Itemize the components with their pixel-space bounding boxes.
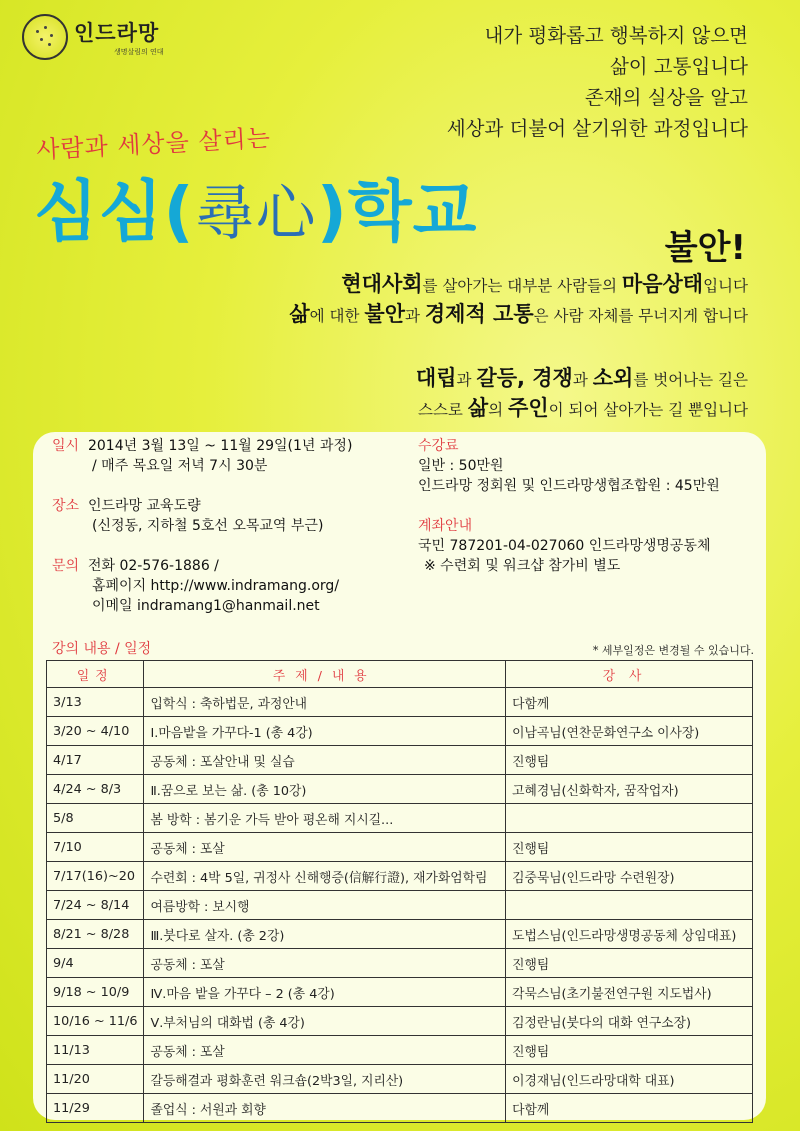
row-date: 7/17(16)~20	[47, 862, 144, 891]
contact-label: 문의	[52, 558, 80, 574]
place-value-2: (신정동, 지하철 5호선 오목교역 부근)	[92, 518, 324, 534]
row-topic: 수련회 : 4박 5일, 귀정사 신해행증(信解行證), 재가화엄학림	[144, 862, 506, 891]
row-date: 11/13	[47, 1036, 144, 1065]
row-topic: Ⅱ.꿈으로 보는 삶. (총 10강)	[144, 775, 506, 804]
row-lecturer: 이남곡님(연찬문화연구소 이사장)	[506, 717, 753, 746]
schedule-title: 강의 내용 / 일정	[52, 641, 152, 657]
intro-line: 내가 평화롭고 행복하지 않으면	[484, 24, 748, 47]
row-lecturer: 진행팀	[506, 1036, 753, 1065]
row-lecturer: 고혜경님(신화학자, 꿈작업자)	[506, 775, 753, 804]
row-lecturer	[506, 891, 753, 920]
row-topic: 공동체 : 포살	[144, 833, 506, 862]
header-date: 일정	[47, 661, 144, 688]
row-lecturer: 다함께	[506, 1094, 753, 1123]
row-date: 5/8	[47, 804, 144, 833]
place-value: 인드라망 교육도량	[87, 498, 201, 514]
fee-member: 인드라망 정회원 및 인드라망생협조합원 : 45만원	[418, 478, 720, 494]
contact-info	[52, 556, 339, 616]
row-topic: Ⅴ.부처님의 대화법 (총 4강)	[144, 1007, 506, 1036]
date-label: 일시	[52, 438, 80, 454]
logo	[22, 14, 164, 60]
table-row	[47, 920, 753, 949]
date-value: 2014년 3월 13일 ~ 11월 29일(1년 과정)	[87, 438, 353, 454]
row-lecturer: 다함께	[506, 688, 753, 717]
table-row	[47, 775, 753, 804]
header-topic: 주제/내용	[144, 661, 506, 688]
row-lecturer: 김중묵님(인드라망 수련원장)	[506, 862, 753, 891]
row-lecturer: 이경재님(인드라망대학 대표)	[506, 1065, 753, 1094]
row-date: 3/20 ~ 4/10	[47, 717, 144, 746]
table-row	[47, 688, 753, 717]
row-topic: Ⅳ.마음 밭을 가꾸다 – 2 (총 4강)	[144, 978, 506, 1007]
account-info	[418, 516, 710, 576]
fee-general: 일반 : 50만원	[418, 458, 504, 474]
table-row	[47, 717, 753, 746]
table-row	[47, 978, 753, 1007]
table-row	[47, 804, 753, 833]
account-note: ※ 수련회 및 워크샵 참가비 별도	[424, 558, 621, 574]
table-row	[47, 1094, 753, 1123]
row-date: 4/17	[47, 746, 144, 775]
title-hanja: 尋心	[194, 179, 317, 249]
place-info	[52, 496, 323, 536]
intro-text	[447, 20, 748, 144]
row-lecturer: 각묵스님(초기불전연구원 지도법사)	[506, 978, 753, 1007]
fee-label: 수강료	[418, 438, 459, 454]
tagline: 사람과 세상을 살리는	[35, 123, 272, 165]
date-info	[52, 436, 352, 476]
row-date: 8/21 ~ 8/28	[47, 920, 144, 949]
message-line-4: 스스로 삶의 주인이 되어 살아가는 길 뿐입니다	[417, 396, 748, 420]
table-row	[47, 862, 753, 891]
page-title	[34, 158, 477, 253]
row-date: 9/18 ~ 10/9	[47, 978, 144, 1007]
anxiety-heading: 불안!	[664, 228, 746, 268]
row-date: 11/20	[47, 1065, 144, 1094]
row-topic: 공동체 : 포살	[144, 1036, 506, 1065]
row-date: 7/10	[47, 833, 144, 862]
row-date: 10/16 ~ 11/6	[47, 1007, 144, 1036]
row-date: 4/24 ~ 8/3	[47, 775, 144, 804]
logo-emblem-icon	[22, 14, 68, 60]
row-lecturer: 진행팀	[506, 746, 753, 775]
header-lecturer: 강사	[506, 661, 753, 688]
table-row	[47, 746, 753, 775]
message-line-3: 대립과 갈등, 경쟁과 소외를 벗어나는 길은	[415, 366, 748, 390]
fee-info	[418, 436, 720, 496]
row-lecturer: 진행팀	[506, 949, 753, 978]
contact-email: 이메일 indramang1@hanmail.net	[92, 598, 320, 614]
schedule-table	[46, 660, 753, 1123]
row-topic: Ⅰ.마음밭을 가꾸다-1 (총 4강)	[144, 717, 506, 746]
date-value-2: / 매주 목요일 저녁 7시 30분	[92, 458, 268, 474]
table-row	[47, 1036, 753, 1065]
title-post: )학교	[316, 173, 478, 250]
row-date: 7/24 ~ 8/14	[47, 891, 144, 920]
row-lecturer	[506, 804, 753, 833]
table-row	[47, 949, 753, 978]
row-date: 9/4	[47, 949, 144, 978]
place-label: 장소	[52, 498, 80, 514]
row-date: 3/13	[47, 688, 144, 717]
row-topic: 갈등해결과 평화훈련 워크숍(2박3일, 지리산)	[144, 1065, 506, 1094]
row-lecturer: 진행팀	[506, 833, 753, 862]
table-row	[47, 891, 753, 920]
row-lecturer: 김정란님(붓다의 대화 연구소장)	[506, 1007, 753, 1036]
message-line-1: 현대사회를 살아가는 대부분 사람들의 마음상태입니다	[341, 272, 748, 296]
logo-subtitle: 생명살림의 연대	[114, 48, 164, 56]
row-topic: 봄 방학 : 봄기운 가득 받아 평온해 지시길...	[144, 804, 506, 833]
account-number: 국민 787201-04-027060 인드라망생명공동체	[418, 538, 711, 554]
schedule-note: * 세부일정은 변경될 수 있습니다.	[592, 644, 754, 657]
table-row	[47, 1065, 753, 1094]
intro-line: 삶이 고통입니다	[609, 55, 748, 78]
table-header-row	[47, 661, 753, 688]
row-topic: 여름방학 : 보시행	[144, 891, 506, 920]
logo-name: 인드라망	[74, 21, 160, 45]
row-topic: 입학식 : 축하법문, 과정안내	[144, 688, 506, 717]
row-topic: Ⅲ.붓다로 살자. (총 2강)	[144, 920, 506, 949]
message-line-2: 삶에 대한 불안과 경제적 고통은 사람 자체를 무너지게 합니다	[289, 302, 748, 326]
intro-line: 존재의 실상을 알고	[584, 86, 748, 109]
contact-homepage: 홈페이지 http://www.indramang.org/	[92, 578, 340, 594]
title-pre: 심심(	[34, 173, 195, 250]
row-topic: 공동체 : 포살안내 및 실습	[144, 746, 506, 775]
table-row	[47, 1007, 753, 1036]
row-lecturer: 도법스님(인드라망생명공동체 상임대표)	[506, 920, 753, 949]
account-label: 계좌안내	[418, 518, 473, 534]
row-date: 11/29	[47, 1094, 144, 1123]
contact-phone: 전화 02-576-1886 /	[87, 558, 219, 574]
table-row	[47, 833, 753, 862]
row-topic: 공동체 : 포살	[144, 949, 506, 978]
intro-line: 세상과 더불어 살기위한 과정입니다	[446, 117, 748, 140]
row-topic: 졸업식 : 서원과 회향	[144, 1094, 506, 1123]
